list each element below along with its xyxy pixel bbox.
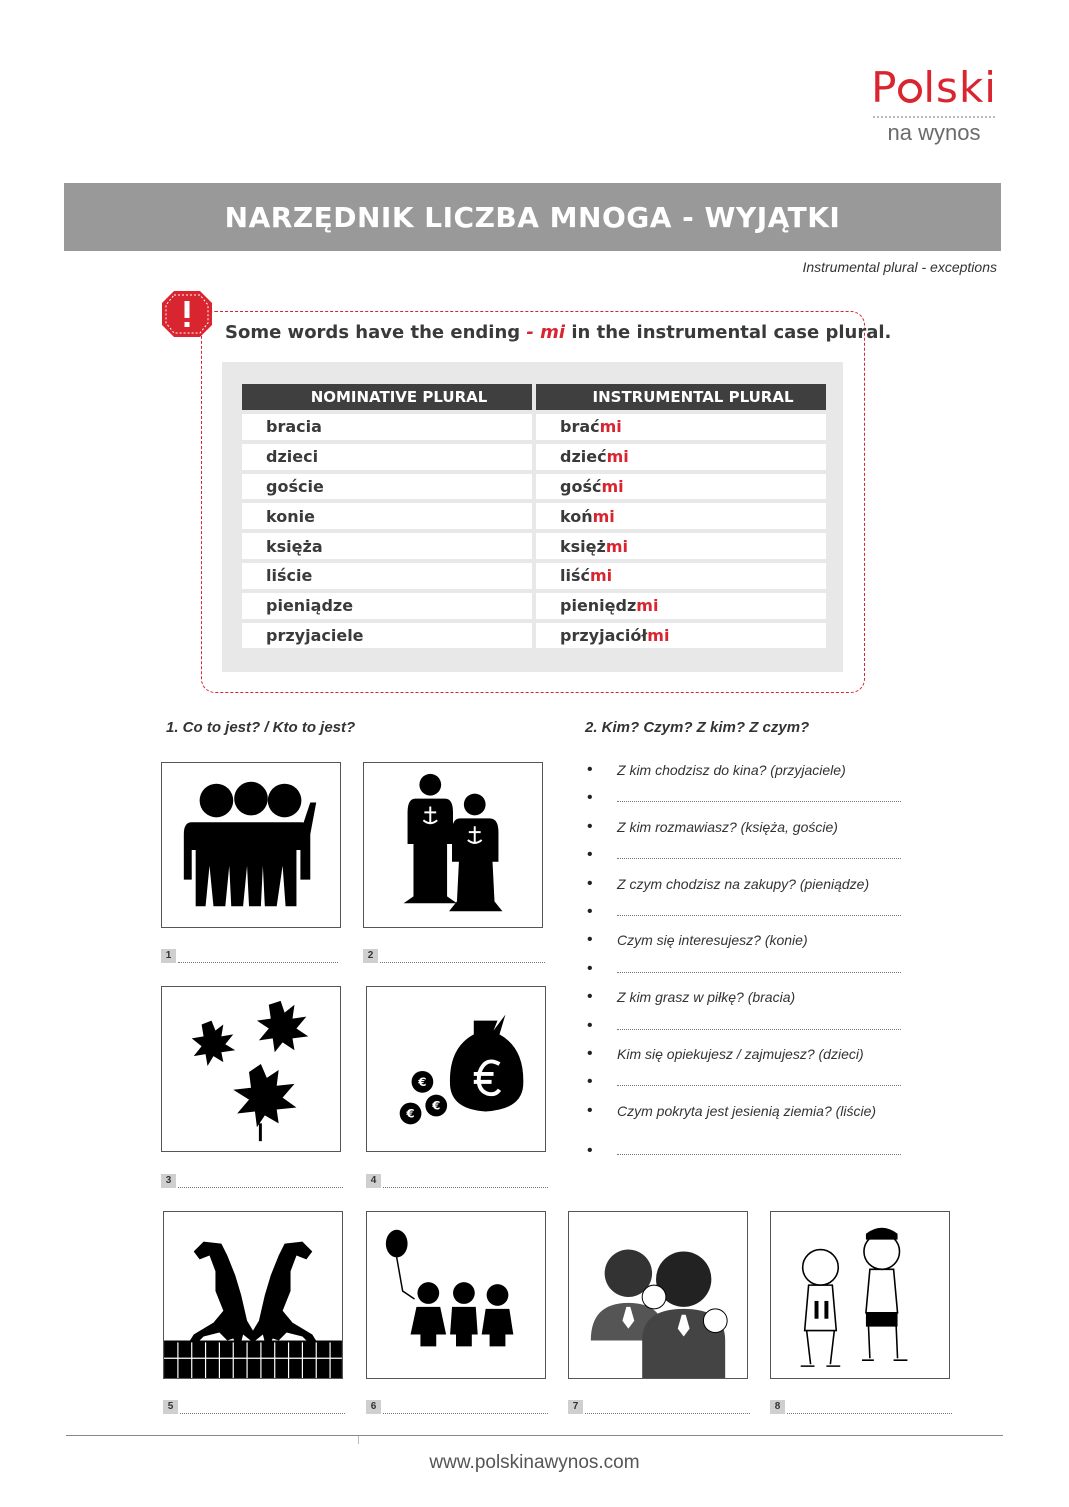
item-number: 5: [163, 1400, 178, 1414]
answer-line-item[interactable]: [585, 902, 915, 930]
answer-line: [363, 949, 545, 963]
instrumental-stem: pieniędz: [560, 596, 637, 616]
item-number: 8: [770, 1400, 785, 1414]
column-header: NOMINATIVE PLURAL: [242, 384, 532, 410]
page-subtitle: Instrumental plural - exceptions: [802, 259, 997, 275]
answer-blank[interactable]: [617, 1141, 901, 1155]
priests-icon: [363, 762, 543, 928]
item-number: 3: [161, 1174, 176, 1188]
brand-logo: [869, 62, 999, 148]
exercise2-list: [585, 760, 915, 1169]
answer-line-item[interactable]: [585, 1072, 915, 1100]
answer-line: [770, 1400, 952, 1414]
question-item: • Czym się interesujesz? (konie): [585, 930, 915, 958]
table-row: [242, 623, 826, 653]
title-bar: [64, 183, 1001, 251]
question-item: • Kim się opiekujesz / zajmujesz? (dzieci): [585, 1044, 915, 1072]
nominative-cell: konie: [242, 503, 532, 529]
answer-line: [568, 1400, 750, 1414]
logo-wordmark: [869, 62, 999, 114]
instrumental-ending: mi: [601, 476, 624, 496]
answer-blank[interactable]: [617, 902, 901, 916]
warning-icon: [160, 289, 214, 339]
column-header: INSTRUMENTAL PLURAL: [536, 384, 826, 410]
answer-line-item[interactable]: [585, 1141, 915, 1169]
instrumental-cell: [536, 474, 826, 500]
answer-line-item[interactable]: [585, 959, 915, 987]
question-item: • Z kim chodzisz do kina? (przyjaciele): [585, 760, 915, 788]
instrumental-ending: mi: [605, 536, 628, 556]
answer-blank[interactable]: [383, 1178, 548, 1188]
instrumental-ending: mi: [592, 506, 615, 526]
instrumental-ending: mi: [636, 596, 659, 616]
table-row: [242, 533, 826, 563]
friends-icon: [161, 762, 341, 928]
answer-blank[interactable]: [617, 1016, 901, 1030]
answer-line: [161, 1174, 343, 1188]
answer-blank[interactable]: [178, 1178, 343, 1188]
instrumental-stem: przyjaciół: [560, 625, 648, 645]
instrumental-ending: mi: [589, 566, 613, 586]
question-item: • Z kim rozmawiasz? (księża, goście): [585, 817, 915, 845]
instrumental-cell: [536, 503, 826, 529]
table-row: [242, 444, 826, 474]
table-row: [242, 563, 826, 593]
footer-url[interactable]: www.polskinawynos.com: [429, 1452, 640, 1473]
answer-line-item[interactable]: [585, 1016, 915, 1044]
instrumental-stem: liść: [560, 566, 590, 586]
item-number: 7: [568, 1400, 583, 1414]
answer-line: [161, 949, 338, 963]
footer-tick: [358, 1436, 359, 1444]
table-row: [242, 503, 826, 533]
answer-blank[interactable]: [383, 1404, 548, 1414]
instrumental-cell: [536, 623, 826, 649]
item-number: 2: [363, 949, 378, 963]
answer-line-item[interactable]: [585, 845, 915, 873]
rule-text: [225, 322, 891, 343]
exercise2-heading: 2. Kim? Czym? Z kim? Z czym?: [585, 719, 810, 736]
svg-text:€: €: [418, 1074, 427, 1089]
instrumental-cell: [536, 533, 826, 559]
nominative-cell: dzieci: [242, 444, 532, 470]
instrumental-stem: koń: [560, 506, 593, 526]
table-row: [242, 474, 826, 504]
instrumental-cell: [536, 414, 826, 440]
endings-table: [242, 384, 826, 652]
question-item: • Czym pokryta jest jesienią ziemia? (liście): [585, 1101, 915, 1129]
logo-letters: lski: [923, 63, 997, 112]
table-body: [242, 414, 826, 652]
rule-text-before: Some words have the ending: [225, 322, 521, 343]
exercise1-heading: 1. Co to jest? / Kto to jest?: [166, 719, 356, 736]
guests-icon: [568, 1211, 748, 1379]
answer-blank[interactable]: [617, 788, 901, 802]
answer-line: [366, 1174, 548, 1188]
instrumental-stem: dzieć: [560, 447, 607, 467]
nominative-cell: goście: [242, 474, 532, 500]
answer-blank[interactable]: [585, 1404, 750, 1414]
instrumental-ending: mi: [606, 447, 629, 467]
instrumental-stem: brać: [560, 417, 600, 437]
svg-text:€: €: [432, 1098, 441, 1113]
instrumental-cell: [536, 444, 826, 470]
answer-blank[interactable]: [617, 959, 901, 973]
leaves-icon: [161, 986, 341, 1152]
question-item: • Z kim grasz w piłkę? (bracia): [585, 987, 915, 1015]
answer-blank[interactable]: [180, 1404, 345, 1414]
horses-icon: [163, 1211, 343, 1379]
logo-ring-icon: [898, 79, 922, 103]
answer-blank[interactable]: [617, 1072, 901, 1086]
answer-line-item[interactable]: [585, 788, 915, 816]
instrumental-ending: mi: [647, 625, 670, 645]
answer-blank[interactable]: [617, 845, 901, 859]
answer-blank[interactable]: [787, 1404, 952, 1414]
instrumental-cell: [536, 593, 826, 619]
instrumental-ending: mi: [599, 417, 622, 437]
instrumental-stem: gość: [560, 476, 602, 496]
answer-line: [163, 1400, 345, 1414]
nominative-cell: liście: [242, 563, 532, 589]
table-row: [242, 414, 826, 444]
page-title: NARZĘDNIK LICZBA MNOGA - WYJĄTKI: [224, 200, 841, 234]
question-item: • Z czym chodzisz na zakupy? (pieniądze): [585, 874, 915, 902]
brothers-icon: [770, 1211, 950, 1379]
children-icon: [366, 1211, 546, 1379]
table-row: [242, 593, 826, 623]
logo-letter-p: P: [871, 63, 898, 112]
nominative-cell: pieniądze: [242, 593, 532, 619]
rule-ending: - mi: [526, 322, 566, 343]
item-number: 6: [366, 1400, 381, 1414]
answer-line: [366, 1400, 548, 1414]
answer-blank[interactable]: [178, 953, 338, 963]
table-header-row: [242, 384, 826, 410]
footer-divider: [66, 1435, 1003, 1436]
money-bag-icon: [366, 986, 546, 1152]
item-number: 1: [161, 949, 176, 963]
svg-text:€: €: [406, 1106, 415, 1121]
nominative-cell: księża: [242, 533, 532, 559]
instrumental-stem: księż: [560, 536, 606, 556]
instrumental-cell: [536, 563, 826, 589]
answer-blank[interactable]: [380, 953, 545, 963]
rule-text-after: in the instrumental case plural.: [571, 322, 892, 343]
nominative-cell: przyjaciele: [242, 623, 532, 649]
nominative-cell: bracia: [242, 414, 532, 440]
item-number: 4: [366, 1174, 381, 1188]
logo-tagline: na wynos: [887, 120, 981, 145]
